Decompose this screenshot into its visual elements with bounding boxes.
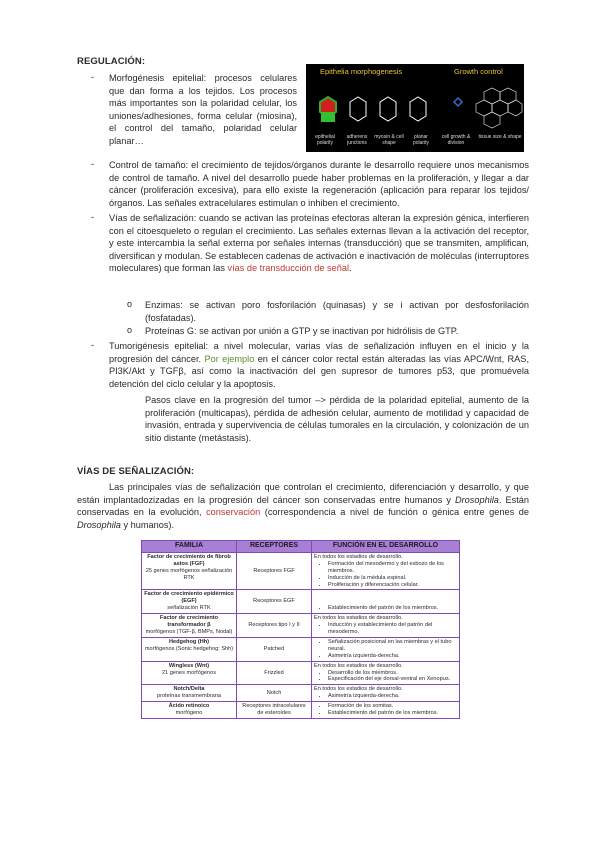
paragraph-pasos-clave: Pasos clave en la progresión del tumor –> pérdida de la polaridad epitelial, aumento de la proliferación (multicapas), pérdida de adhesión celular, aumento de motilidad y capacidad de invasión, entrada y supervivencia de células tumorales en la circulación, y colonización de un sitio distante (metástasis). [145, 395, 529, 443]
text-span: y humanos). [120, 519, 175, 530]
funcion-head: En todos los estadios de desarrollo. [314, 686, 403, 693]
figure-caption-2: adherens junctions [346, 134, 368, 146]
familia-desc: proteínas transmembrana [156, 693, 222, 700]
familia-name: Factor de crecimiento de fibrob astos (FGF) [147, 553, 231, 567]
cell-familia [142, 590, 237, 614]
bullet-o: o [127, 325, 133, 335]
cell-receptores: Frizzled [237, 661, 312, 685]
familia-name: Factor de crecimiento transformador β [159, 615, 219, 629]
cell-familia [142, 614, 237, 638]
sub-enzimas: Enzimas: se activan poro fosforilación (quinasas) y se i activan por desfosforilación (fosfatadas). [145, 300, 529, 323]
familia-desc: morfógenos (TGF-β, BMPs, Nodal) [145, 628, 233, 635]
signaling-table [141, 540, 460, 719]
table-header: RECEPTORES [237, 541, 312, 553]
table-row [142, 614, 460, 638]
figure-caption-3: myosin & cell shape [374, 134, 404, 146]
figure-caption-5: cell growth & division [441, 134, 471, 146]
cell-familia [142, 637, 237, 661]
italic-text: Drosophila [454, 494, 499, 505]
text-span: Tumorigénesis epitelial: a nivel molecular, varias vías de señalización influyen en el inicio y la progresión del cáncer. [109, 341, 529, 364]
highlight-red: conservación [206, 507, 261, 517]
cell-receptores: Receptores intracelulares de esteroides [237, 702, 312, 719]
funcion-item: • Establecimiento del patrón de los miembros. [328, 710, 457, 717]
text-span: en el cáncer color rectal están alteradas las vías APC/Wnt, RAS, PI3K/Akt y TGFβ, así como la inactivación del gen supresor de tumores p53, que promuévela detención del ciclo celular y la apoptosis. [109, 353, 529, 389]
cell-familia [142, 661, 237, 685]
text-span: (correspondencia a nivel de función o génica entre genes de [260, 507, 529, 517]
funcion-head: En todos los estadios de desarrollo. [314, 662, 403, 669]
cell-receptores: Receptores EGF [237, 590, 312, 614]
paragraph-control-tamano: Control de tamaño: el crecimiento de tejidos/órganos durante le desarrollo requiere unos mecanismos de control de tamaño. A nivel del desarrollo puede haber problemas en la proliferación, y llegar a dar cáncer (proliferación excesiva), para ello existe la regeneración (aplicación para reparar los tejidos/órganos. Las señales extracelulares estimulan o inhiben el crecimiento. [109, 160, 529, 208]
funcion-item: • Asimetría izquierda-derecha. [328, 693, 457, 700]
cell-receptores: Patched [237, 637, 312, 661]
familia-name: Ácido retinoico [168, 703, 210, 710]
heading-regulacion: REGULACIÓN: [77, 56, 146, 67]
familia-name: Hedgehog (Hh) [168, 638, 210, 645]
table-row [142, 590, 460, 614]
highlight-green: Por ejemplo [204, 353, 255, 364]
paragraph-principales-vias [77, 481, 529, 531]
bullet-dash: - [91, 159, 94, 169]
familia-desc: morfógeno [175, 710, 203, 717]
morphogenesis-figure [306, 64, 524, 152]
funcion-item: • Establecimiento del patrón de los miembros. [328, 605, 457, 612]
cell-funcion [312, 661, 460, 685]
table-row [142, 685, 460, 702]
heading-vias: VÍAS DE SEÑALIZACIÓN: [77, 466, 195, 477]
funcion-item: • Asimetría izquierda-derecha. [328, 653, 457, 660]
text-span: . Están conservadas en la evolución, [77, 494, 529, 517]
funcion-item: • Señalización posicional en las miembras y el tubo neural. [328, 639, 457, 653]
familia-name: Notch/Delta [173, 686, 205, 693]
figure-title-right: Growth control [454, 67, 503, 76]
figure-title-left: Epithelia morphogenesis [320, 67, 403, 76]
figure-illustration [306, 64, 524, 134]
cell-funcion [312, 552, 460, 590]
cell-familia [142, 552, 237, 590]
funcion-head: En todos los estadios de desarrollo. [314, 553, 403, 560]
cell-funcion [312, 702, 460, 719]
table-row [142, 637, 460, 661]
bullet-dash: - [91, 212, 94, 222]
cell-funcion [312, 614, 460, 638]
familia-desc: señalización RTK [167, 605, 211, 612]
funcion-item: • Proliferación y diferenciación celular. [328, 582, 457, 589]
table-header: FAMILIA [142, 541, 237, 553]
highlight-red: vías de transducción de señal [227, 263, 350, 273]
familia-desc: morfógenos (Sonic hedgehog: Shh) [144, 645, 234, 652]
funcion-item: • Inducción y establecimiento del patrón del mesodermo. [328, 622, 457, 636]
figure-caption-1: epithelial polarity [315, 134, 335, 146]
cell-receptores: Receptores FGF [237, 552, 312, 590]
text-span: Las principales vías de señalización que controlan el crecimiento, diferenciación y desarrollo, y que están implantadozizadas en la progresión del cáncer son conservadas entre humanos y [77, 482, 529, 505]
familia-desc: 21 genes morfógenos [161, 669, 217, 676]
text-span: Vías de señalización: cuando se activan las proteínas efectoras alteran la expresión génica, interfieren con el citoesqueleto o regulan el crecimiento. Las señales externas llevan a la activación del receptor, y este intercambia la señal externa por señales internas (transducción) que se transmiten, amplifican, diversifican y modulan. Se establecen cadenas de activación e inactivación de moléculas (interruptores moleculares) que forman las [109, 213, 529, 273]
funcion-item: • Formación de los somitas. [328, 703, 457, 710]
paragraph-tumorigenesis [109, 340, 529, 390]
table-header: FUNCIÓN EN EL DESARROLLO [312, 541, 460, 553]
cell-familia [142, 685, 237, 702]
familia-name: Factor de crecimiento epidérmico (EGF) [144, 591, 234, 605]
cell-funcion [312, 685, 460, 702]
cell-familia [142, 702, 237, 719]
familia-name: Wingless (Wnt) [168, 662, 210, 669]
bullet-dash: - [91, 72, 94, 82]
funcion-item: • Formación del mesodermo y del esbozo de los miembros. [328, 561, 457, 575]
cell-receptores: Receptores tipo I y II [237, 614, 312, 638]
bullet-dash: - [91, 340, 94, 350]
familia-desc: 25 genes morfógenos señalización RTK [145, 567, 233, 581]
paragraph-vias-senalizacion [109, 212, 529, 275]
figure-caption-4: planar polarity [412, 134, 430, 146]
cell-receptores: Notch [237, 685, 312, 702]
funcion-item: • Especificación del eje dorsal-ventral en Xenopus. [328, 676, 457, 683]
funcion-item: • Inducción de la médula espinal. [328, 575, 457, 582]
funcion-item: • Desarrollo de los miembros. [328, 670, 457, 677]
cell-funcion [312, 590, 460, 614]
paragraph-morfogenesis: Morfogénesis epitelial: procesos celulares que dan forma a los tejidos. Los procesos más importantes son la polaridad celular, los uniones/adhesiones, forma celular (miosina), el control del tamaño, polaridad celular planar… [109, 73, 297, 146]
funcion-head: En todos los estadios de desarrollo. [314, 615, 403, 622]
sub-proteinas-g: Proteínas G: se activan por unión a GTP y se inactivan por hidrólisis de GTP. [145, 326, 459, 336]
table-row [142, 661, 460, 685]
table-row [142, 552, 460, 590]
table-row [142, 702, 460, 719]
figure-caption-6: tissue size & shape [478, 134, 522, 140]
cell-funcion [312, 637, 460, 661]
bullet-o: o [127, 299, 133, 309]
text-span: . [349, 263, 352, 273]
italic-text: Drosophila [77, 519, 121, 530]
